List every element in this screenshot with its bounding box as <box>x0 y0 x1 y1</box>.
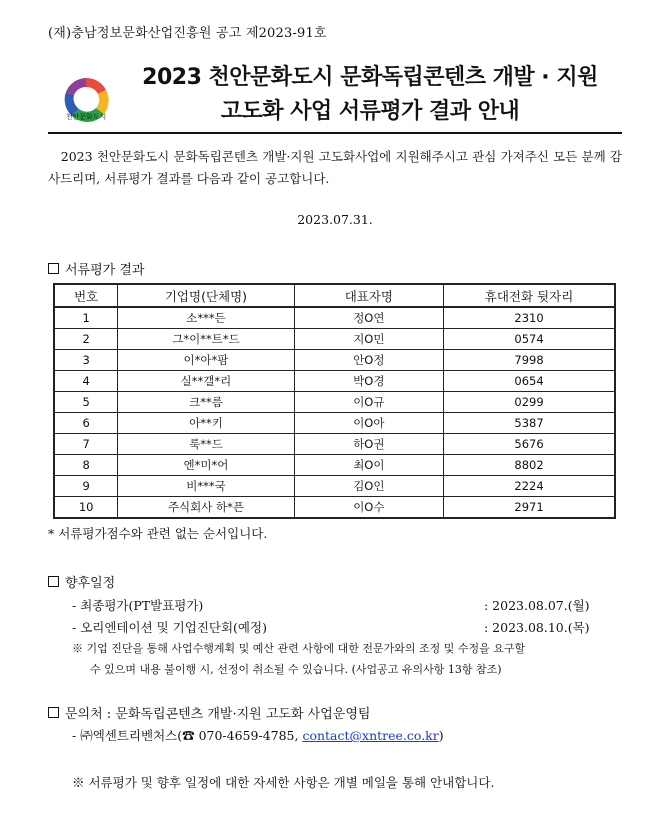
contact-section-heading <box>48 703 370 722</box>
intro-paragraph <box>48 146 622 190</box>
table-row <box>54 329 615 350</box>
contact-email-link[interactable]: contact@xntree.co.kr <box>302 728 439 743</box>
table-row <box>54 307 615 329</box>
table-cell: 8802 <box>444 455 615 476</box>
checkbox-square-icon <box>48 576 59 587</box>
schedule-heading-text: 향후일정 <box>65 576 116 591</box>
table-cell: 비***국 <box>118 476 294 497</box>
table-cell: 3 <box>54 350 118 371</box>
table-cell: 김O인 <box>294 476 443 497</box>
table-cell: 7 <box>54 434 118 455</box>
schedule-item-label: - 최종평가(PT발표평가) <box>72 598 204 613</box>
schedule-item-date: : 2023.08.10.(목) <box>484 620 590 635</box>
checkbox-square-icon <box>48 707 59 718</box>
checkbox-square-icon <box>48 263 59 274</box>
table-cell: 6 <box>54 413 118 434</box>
column-header: 번호 <box>54 284 118 307</box>
table-header-row <box>54 284 615 307</box>
table-cell: 5387 <box>444 413 615 434</box>
table-cell: 소***든 <box>118 307 294 329</box>
table-cell: 0654 <box>444 371 615 392</box>
table-cell: 0299 <box>444 392 615 413</box>
table-row <box>54 350 615 371</box>
table-cell: 2 <box>54 329 118 350</box>
table-row <box>54 392 615 413</box>
schedule-item-date: : 2023.08.07.(월) <box>484 598 590 613</box>
results-table <box>53 283 616 519</box>
table-cell: 최O이 <box>294 455 443 476</box>
table-cell: 2310 <box>444 307 615 329</box>
table-cell: 엔*미*어 <box>118 455 294 476</box>
table-cell: 10 <box>54 497 118 519</box>
logo-caption: 천안문화도시 <box>65 113 107 121</box>
table-cell: 그*이**트*드 <box>118 329 294 350</box>
table-cell: 안O정 <box>294 350 443 371</box>
table-cell: 이*아*팜 <box>118 350 294 371</box>
table-cell: 이O규 <box>294 392 443 413</box>
logo-arc-purple <box>66 78 86 95</box>
table-row <box>54 371 615 392</box>
schedule-item-label: - 오리엔테이션 및 기업진단회(예정) <box>72 620 267 635</box>
table-cell: 2224 <box>444 476 615 497</box>
announcement-date: 2023.07.31. <box>297 212 373 227</box>
table-cell: 0574 <box>444 329 615 350</box>
results-heading-text: 서류평가 결과 <box>65 263 145 278</box>
table-cell: 7998 <box>444 350 615 371</box>
contact-line <box>72 726 444 744</box>
table-row <box>54 476 615 497</box>
table-cell: 4 <box>54 371 118 392</box>
table-cell: 정O연 <box>294 307 443 329</box>
intro-text: 2023 천안문화도시 문화독립콘텐츠 개발·지원 고도화사업에 지원해주시고 관심 가져주신 모든 분께 감사드리며, 서류평가 결과를 다음과 같이 공고합니다. <box>48 149 622 186</box>
results-section-heading <box>48 259 144 278</box>
final-note: ※ 서류평가 및 향후 일정에 대한 자세한 사항은 개별 메일을 통해 안내합니다. <box>72 775 495 790</box>
table-cell: 2971 <box>444 497 615 519</box>
table-cell: 이O아 <box>294 413 443 434</box>
table-row <box>54 455 615 476</box>
schedule-note-line2: 수 있으며 내용 불이행 시, 선정이 취소될 수 있습니다. (사업공고 유의사항 13항 참조) <box>90 663 502 676</box>
table-cell: 1 <box>54 307 118 329</box>
contact-phone: - ㈜엑센트리벤처스(☎ 070-4659-4785, <box>72 728 303 743</box>
table-cell: 지O민 <box>294 329 443 350</box>
column-header: 휴대전화 뒷자리 <box>444 284 615 307</box>
table-row <box>54 497 615 519</box>
table-cell: 주식회사 하*픈 <box>118 497 294 519</box>
table-cell: 5676 <box>444 434 615 455</box>
table-row <box>54 413 615 434</box>
schedule-note-line1: ※ 기업 진단을 통해 사업수행계획 및 예산 관련 사항에 대한 전문가와의 조정 및 수정을 요구할 <box>72 642 526 655</box>
table-cell: 실**갤*리 <box>118 371 294 392</box>
table-row <box>54 434 615 455</box>
table-cell: 크**름 <box>118 392 294 413</box>
column-header: 기업명(단체명) <box>118 284 294 307</box>
table-cell: 이O수 <box>294 497 443 519</box>
page-title-line2: 고도화 사업 서류평가 결과 안내 <box>220 99 520 124</box>
table-cell: 9 <box>54 476 118 497</box>
column-header: 대표자명 <box>294 284 443 307</box>
table-cell: 박O경 <box>294 371 443 392</box>
page-title-line1: 2023 천안문화도시 문화독립콘텐츠 개발 · 지원 <box>142 65 598 90</box>
table-cell: 아**키 <box>118 413 294 434</box>
table-cell: 8 <box>54 455 118 476</box>
contact-line-suffix: ) <box>438 728 444 743</box>
results-footnote: * 서류평가점수와 관련 없는 순서입니다. <box>48 526 268 541</box>
schedule-section-heading <box>48 572 115 591</box>
contact-heading-text: 문의처 : 문화독립콘텐츠 개발·지원 고도화 사업운영팀 <box>65 707 371 722</box>
table-cell: 5 <box>54 392 118 413</box>
title-divider <box>48 132 622 134</box>
table-cell: 룩**드 <box>118 434 294 455</box>
notice-number: (재)충남정보문화산업진흥원 공고 제2023-91호 <box>48 26 327 41</box>
table-cell: 하O권 <box>294 434 443 455</box>
